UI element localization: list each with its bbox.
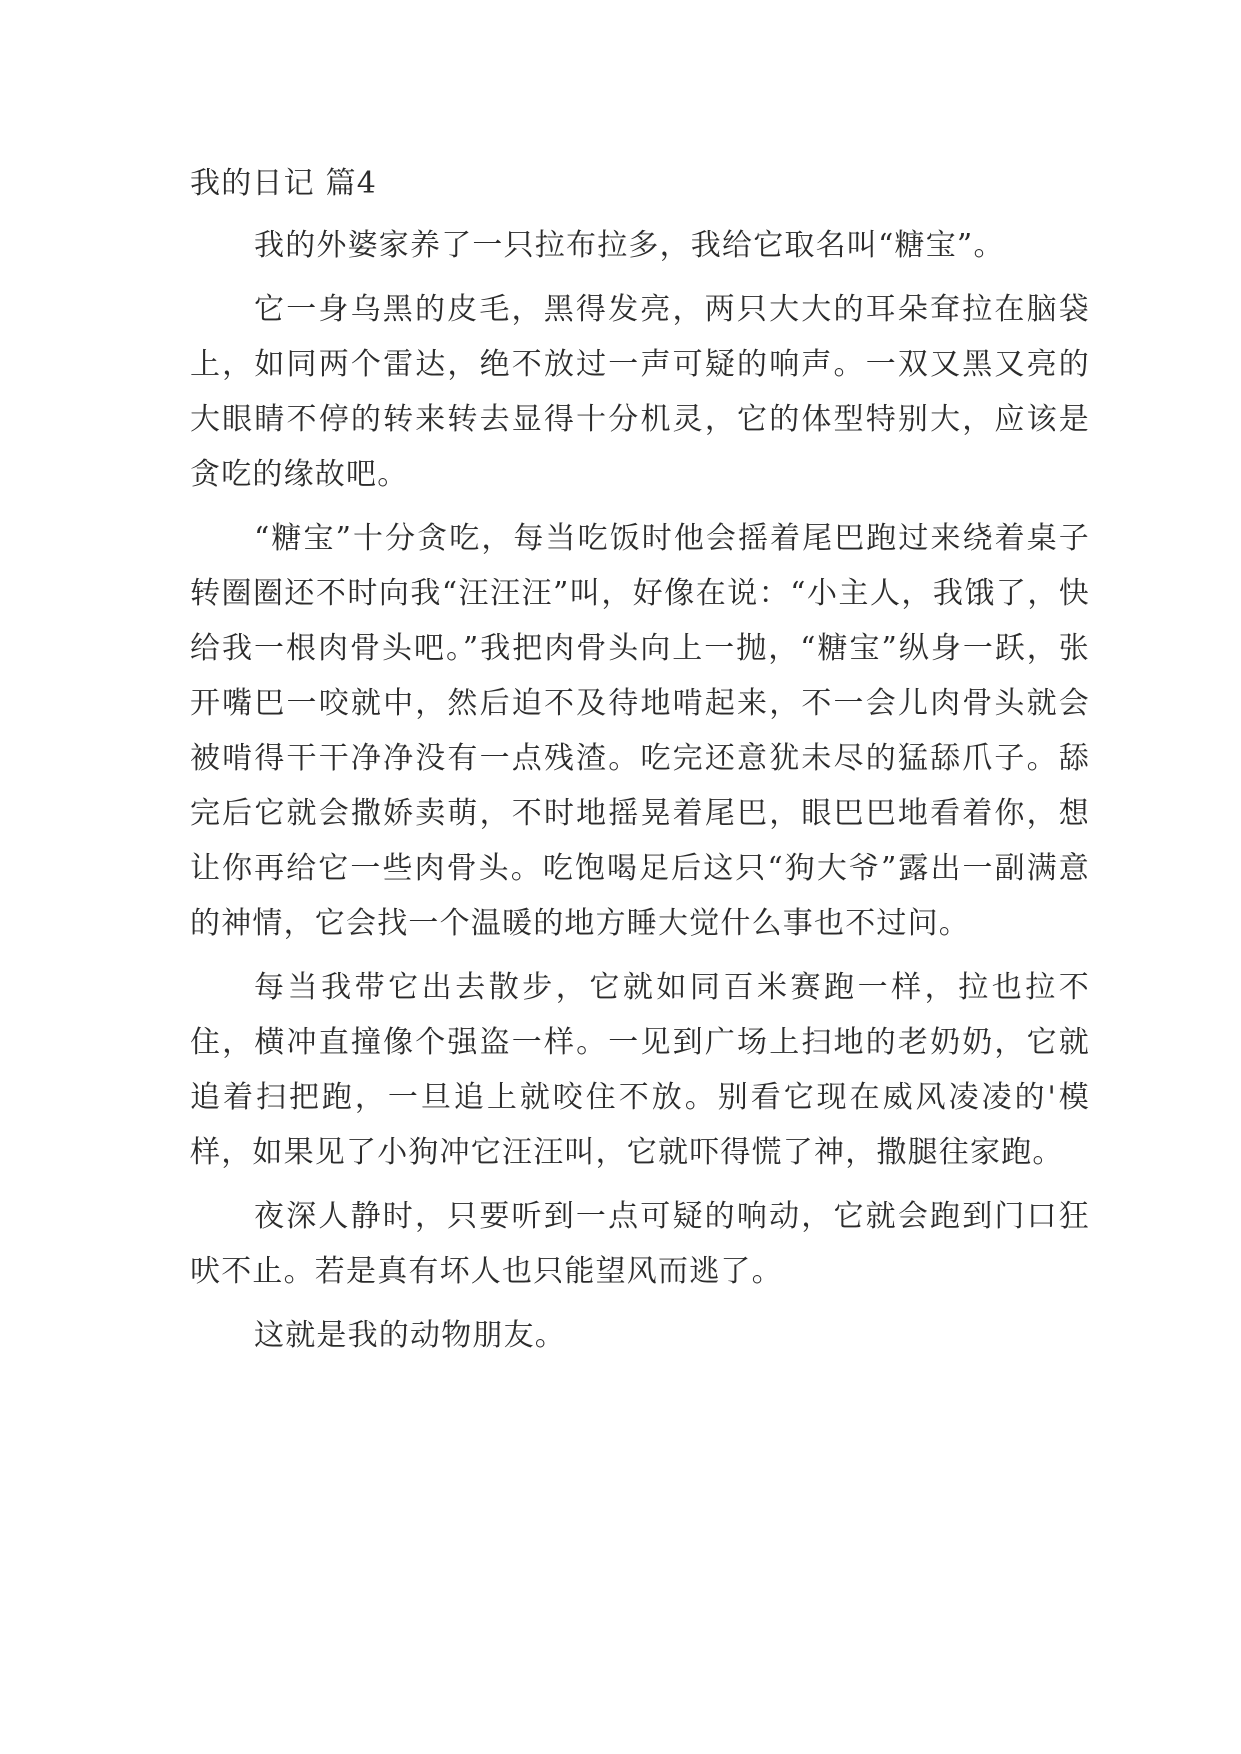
document-title: 我的日记 篇4 [190,166,378,201]
paragraph-eating: “糖宝”十分贪吃，每当吃饭时他会摇着尾巴跑过来绕着桌子转圈圈还不时向我“汪汪汪”叫，好像在说：“小主人，我饿了，快给我一根肉骨头吧。”我把肉骨头向上一抛，“糖宝”纵身一跃，张开嘴巴一咬就中，然后迫不及待地啃起来，不一会儿肉骨头就会被啃得干干净净没有一点残渣。吃完还意犹未尽的猛舔爪子。舔完后它就会撒娇卖萌，不时地摇晃着尾巴，眼巴巴地看着你，想让你再给它一些肉骨头。吃饱喝足后这只“狗大爷”露出一副满意的神情，它会找一个温暖的地方睡大觉什么事也不过问。 [190,521,1090,941]
paragraph-intro: 我的外婆家养了一只拉布拉多，我给它取名叫“糖宝”。 [254,228,1005,263]
document-body [190,164,1090,1372]
paragraph-appearance: 它一身乌黑的皮毛，黑得发亮，两只大大的耳朵耷拉在脑袋上，如同两个雷达，绝不放过一声可疑的响声。一双又黑又亮的大眼睛不停的转来转去显得十分机灵，它的体型特别大，应该是贪吃的缘故吧。 [190,292,1090,492]
paragraph-night: 夜深人静时，只要听到一点可疑的响动，它就会跑到门口狂吠不止。若是真有坏人也只能望风而逃了。 [190,1199,1090,1289]
paragraph-conclusion: 这就是我的动物朋友。 [254,1318,566,1353]
paragraph-walking: 每当我带它出去散步，它就如同百米赛跑一样，拉也拉不住，横冲直撞像个强盗一样。一见到广场上扫地的老奶奶，它就追着扫把跑，一旦追上就咬住不放。别看它现在威风凌凌的'模样，如果见了小狗冲它汪汪叫，它就吓得慌了神，撒腿往家跑。 [190,970,1090,1170]
